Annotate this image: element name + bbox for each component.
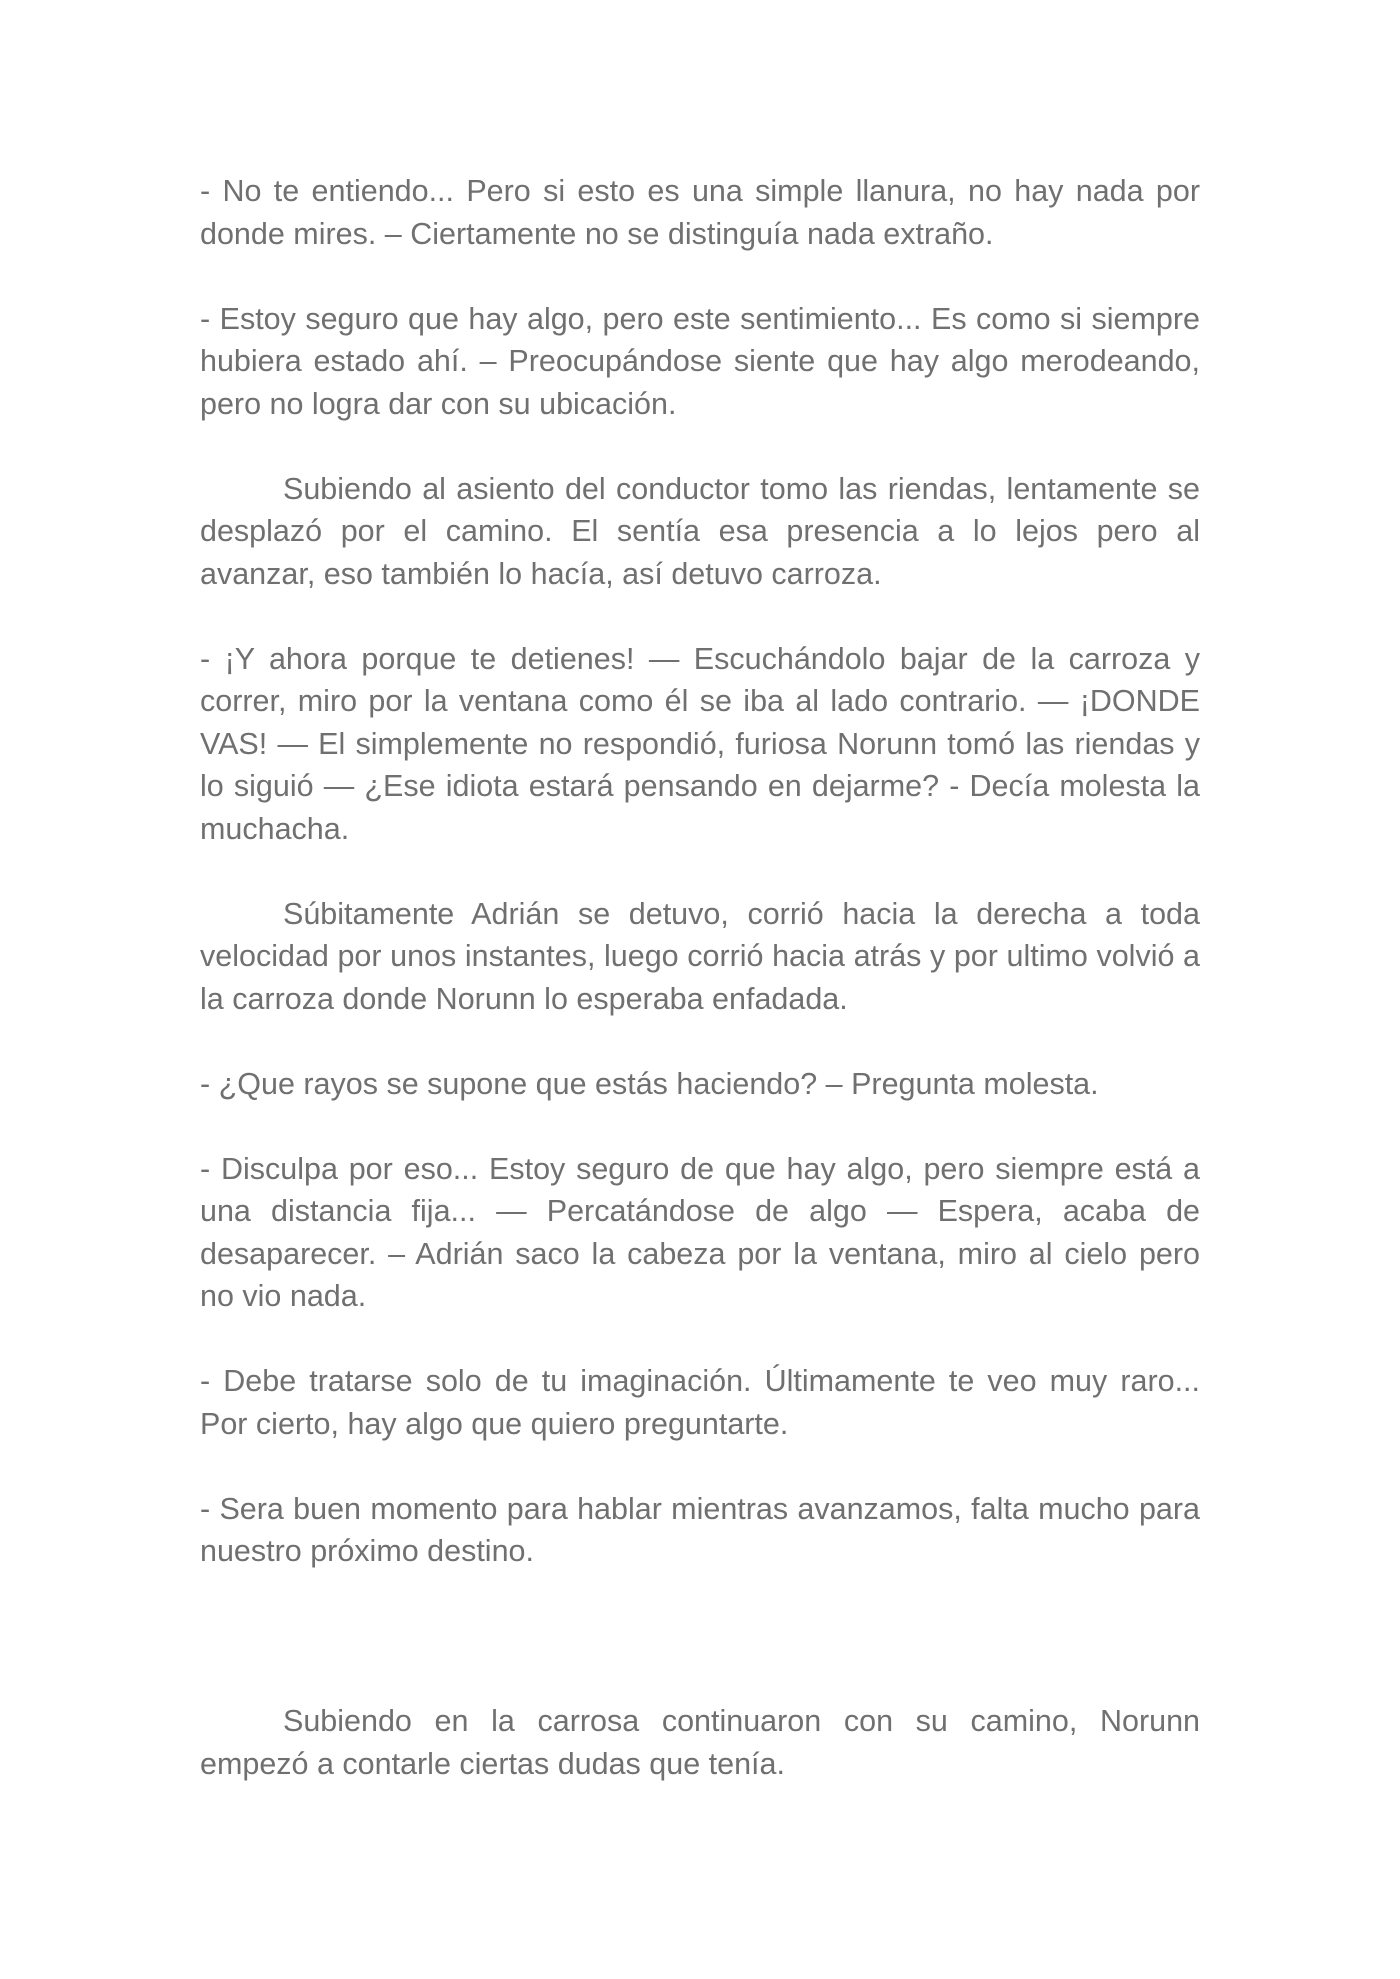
- paragraph-6: - ¿Que rayos se supone que estás haciendo? – Pregunta molesta.: [200, 1066, 1099, 1101]
- section-spacer: [200, 1573, 1200, 1701]
- paragraph-spacer: [200, 255, 1200, 298]
- paragraph-spacer: [200, 425, 1200, 468]
- paragraph-4: - ¡Y ahora porque te detienes! — Escuchándolo bajar de la carroza y correr, miro por la ventana como él se iba al lado contrario. — ¡DONDE VAS! — El simplemente no respondió, furiosa Norunn tomó las riendas y lo siguió — ¿Ese idiota estará pensando en dejarme? - Decía molesta la muchacha.: [200, 641, 1200, 846]
- paragraph-spacer: [200, 1445, 1200, 1488]
- paragraph-7: - Disculpa por eso... Estoy seguro de que hay algo, pero siempre está a una distancia fija... — Percatándose de algo — Espera, acaba de desaparecer. – Adrián saco la cabeza por la ventana, miro al cielo pero no vio nada.: [200, 1151, 1200, 1313]
- paragraph-9: - Sera buen momento para hablar mientras avanzamos, falta mucho para nuestro próximo destino.: [200, 1491, 1200, 1568]
- paragraph-8: - Debe tratarse solo de tu imaginación. Últimamente te veo muy raro... Por cierto, hay algo que quiero preguntarte.: [200, 1364, 1200, 1441]
- paragraph-spacer: [200, 850, 1200, 893]
- paragraph-1: - No te entiendo... Pero si esto es una simple llanura, no hay nada por donde mires. – Ciertamente no se distinguía nada extraño.: [200, 174, 1200, 251]
- paragraph-3: Subiendo al asiento del conductor tomo las riendas, lentamente se desplazó por el camino. El sentía esa presencia a lo lejos pero al avanzar, eso también lo hacía, así detuvo carroza.: [200, 471, 1200, 591]
- paragraph-spacer: [200, 595, 1200, 638]
- paragraph-2: - Estoy seguro que hay algo, pero este sentimiento... Es como si siempre hubiera estado ahí. – Preocupándose siente que hay algo merodeando, pero no logra dar con su ubicación.: [200, 301, 1200, 421]
- paragraph-spacer: [200, 1105, 1200, 1148]
- paragraph-10: Subiendo en la carrosa continuaron con su camino, Norunn empezó a contarle ciertas dudas que tenía.: [200, 1704, 1200, 1781]
- paragraph-5: Súbitamente Adrián se detuvo, corrió hacia la derecha a toda velocidad por unos instantes, luego corrió hacia atrás y por ultimo volvió a la carroza donde Norunn lo esperaba enfadada.: [200, 896, 1200, 1016]
- document-body: [200, 170, 1200, 1785]
- paragraph-spacer: [200, 1318, 1200, 1361]
- paragraph-spacer: [200, 1020, 1200, 1063]
